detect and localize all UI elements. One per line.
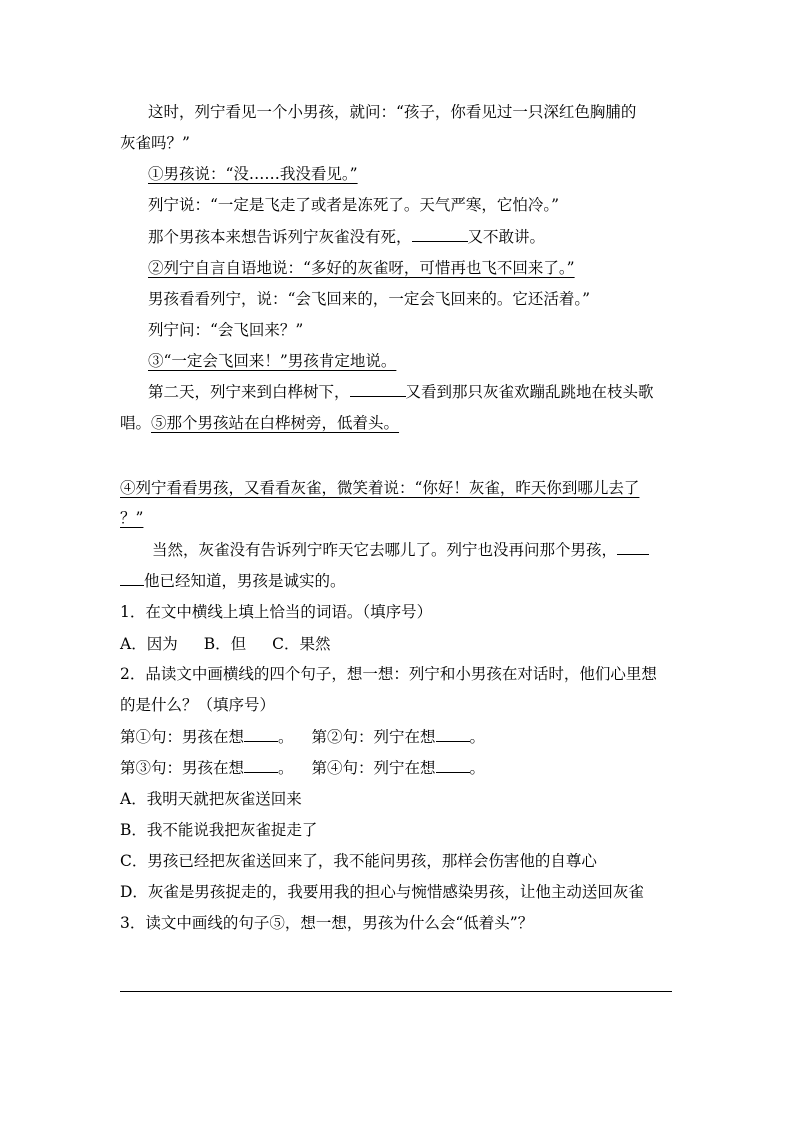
answer-blank-1[interactable]	[244, 727, 278, 742]
passage-line: 这时，列宁看见一个小男孩，就问：“孩子，你看见过一只深红色胸脯的	[148, 103, 637, 121]
q2-label: 第②句：列宁在想	[311, 728, 436, 746]
passage-line	[120, 571, 346, 591]
option-c[interactable]: C．男孩已经把灰雀送回来了，我不能问男孩，那样会伤害他的自尊心	[120, 852, 597, 870]
passage-text: 又不敢讲。	[467, 228, 546, 246]
option-b[interactable]: B．但	[203, 635, 247, 653]
q2-label: 第①句：男孩在想	[120, 728, 245, 746]
sentence-4	[120, 478, 639, 498]
q2-period: 。	[469, 759, 486, 777]
option-c[interactable]: C．果然	[272, 635, 331, 653]
q2-period: 。	[278, 728, 294, 746]
passage-text: 唱。	[120, 414, 152, 432]
question-1-options	[120, 634, 330, 654]
passage-line: 男孩看看列宁，说：“会飞回来的，一定会飞回来的。它还活着。”	[148, 290, 591, 308]
q2-period: 。	[469, 728, 486, 746]
fill-blank-1[interactable]	[412, 227, 468, 242]
sentence-3	[148, 351, 396, 371]
question-2-cont: 的是什么？（填序号）	[120, 696, 276, 714]
option-a[interactable]: A．我明天就把灰雀送回来	[120, 790, 302, 808]
answer-blank-4[interactable]	[436, 758, 470, 773]
underlined-sentence: ④列宁看看男孩，又看看灰雀，微笑着说：“你好！灰雀，昨天你到哪儿去了	[120, 479, 640, 497]
sentence-4-cont	[120, 508, 143, 528]
option-d[interactable]: D．灰雀是男孩捉走的，我要用我的担心与惋惜感染男孩，让他主动送回灰雀	[120, 883, 644, 901]
underlined-sentence: ①男孩说：“没……我没看见。”	[148, 165, 358, 183]
fill-blank-2[interactable]	[350, 382, 406, 397]
question-2-row	[120, 727, 485, 747]
passage-text: 那个男孩本来想告诉列宁灰雀没有死，	[148, 228, 412, 246]
fill-blank-3[interactable]	[617, 540, 649, 555]
passage-line	[148, 227, 545, 247]
passage-line: 灰雀吗？”	[120, 134, 190, 152]
underlined-sentence: ③“一定会飞回来！”男孩肯定地说。	[148, 352, 397, 370]
underlined-sentence: ？”	[120, 509, 144, 527]
question-3: 3．读文中画线的句子⑤，想一想，男孩为什么会“低着头”？	[120, 914, 534, 932]
sentence-1	[148, 164, 358, 184]
question-2: 2．品读文中画横线的四个句子，想一想：列宁和小男孩在对话时，他们心里想	[120, 665, 657, 683]
passage-line	[148, 382, 654, 402]
passage-text: 他已经知道，男孩是诚实的。	[144, 572, 346, 590]
passage-line	[120, 413, 399, 433]
question-2-row	[120, 758, 485, 778]
fill-blank-3-cont[interactable]	[120, 571, 144, 586]
option-b[interactable]: B．我不能说我把灰雀捉走了	[120, 821, 318, 839]
question-1: 1．在文中横线上填上恰当的词语。（填序号）	[120, 603, 433, 621]
underlined-sentence: ②列宁自言自语地说：“多好的灰雀呀，可惜再也飞不回来了。”	[148, 259, 575, 277]
passage-text: 第二天，列宁来到白桦树下，	[148, 383, 350, 401]
q2-label: 第③句：男孩在想	[120, 759, 245, 777]
passage-line: 列宁说：“一定是飞走了或者是冻死了。天气严寒，它怕冷。”	[148, 196, 560, 214]
option-a[interactable]: A．因为	[120, 635, 178, 653]
q2-label: 第④句：列宁在想	[311, 759, 436, 777]
passage-text: 当然，灰雀没有告诉列宁昨天它去哪儿了。列宁也没再问那个男孩，	[152, 541, 618, 559]
answer-blank-3[interactable]	[244, 758, 278, 773]
sentence-2	[148, 258, 575, 278]
q2-period: 。	[278, 759, 294, 777]
passage-line	[152, 540, 649, 560]
answer-blank-2[interactable]	[436, 727, 470, 742]
passage-text: 又看到那只灰雀欢蹦乱跳地在枝头歌	[405, 383, 654, 401]
passage-line: 列宁问：“会飞回来？”	[148, 321, 304, 339]
sentence-5: ⑤那个男孩站在白桦树旁，低着头。	[151, 414, 400, 432]
answer-line[interactable]	[120, 991, 672, 992]
